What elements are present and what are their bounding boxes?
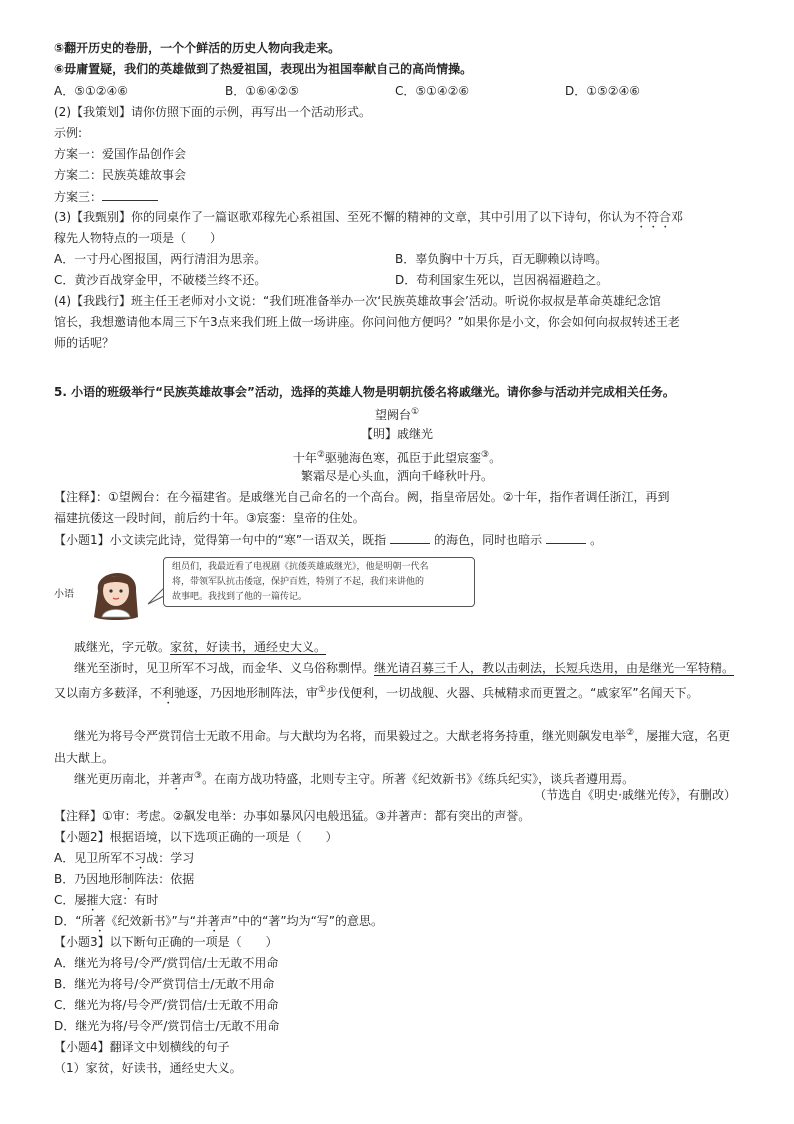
passage-paragraph-4: 继光更历南北，并著声③。在南方战功特盛，北则专主守。所著《纪效新书》《练兵纪实》，谈兵者遵用焉。 [74, 771, 635, 786]
sub4-item-1: （1）家贫，好读书，通经史大义。 [54, 1061, 242, 1075]
sub3-option-c: C．继光为将/号令严/赏罚信/士无敢不用命 [54, 998, 279, 1012]
sub-question-3: 【小题3】以下断句正确的一项是（ ） [54, 935, 278, 949]
passage-paragraph-1: 戚继光，字元敬。家贫，好读书，通经史大义。 [74, 640, 327, 654]
sentence-5: ⑤翻开历史的卷册，一个个鲜活的历史人物向我走来。 [54, 41, 341, 55]
girl-avatar-icon [84, 561, 148, 625]
poem-note-line2: 福建抗倭这一段时间，前后约十年。③宸銮：皇帝的住处。 [54, 511, 365, 525]
sub3-option-b: B．继光为将号/令严赏罚信士/无敢不用命 [54, 977, 275, 991]
sub-question-4: 【小题4】翻译文中划横线的句子 [54, 1040, 230, 1054]
q3-option-b: B．辜负胸中十万兵，百无聊赖以诗鸣。 [395, 252, 608, 266]
option-b: B．①⑥④②⑤ [225, 84, 300, 98]
example-label: 示例: [54, 126, 83, 140]
plan-1: 方案一：爱国作品创作会 [54, 147, 187, 161]
bubble-line-3: 故事吧。我找到了他的一篇传记。 [172, 592, 308, 602]
blank-2[interactable] [546, 531, 586, 544]
sub2-option-c: C．屡摧大寇：有时 [54, 893, 159, 907]
sub3-option-d: D．继光为将/号令严/赏罚信士/无敢不用命 [54, 1019, 280, 1033]
question-3-line2: 稼先人物特点的一项是（ ） [54, 231, 223, 245]
bubble-line-2: 将，带领军队抗击倭寇，保护百姓，特别了不起，我们来讲他的 [172, 577, 425, 587]
option-a: A．⑤①②④⑥ [54, 84, 128, 98]
plan-3-blank[interactable] [102, 188, 158, 201]
question-3-line1: (3)【我甄别】你的同桌作了一篇讴歌邓稼先心系祖国、至死不懈的精神的文章，其中引用了以下诗句，你认为不符合邓 [54, 210, 684, 224]
question-4-line2: 馆长，我想邀请他本周三下午3点来我们班上做一场讲座。你问问他方便吗？”如果你是小文，你会如何向叔叔转述王老 [54, 315, 680, 329]
passage-paragraph-3: 继光为将号令严赏罚信士无敢不用命。与大猷均为名将，而果毅过之。大猷老将务持重，继光则飙发电举②，屡摧大寇，名更出大猷上。 [54, 728, 731, 765]
option-d: D．①⑤②④⑥ [565, 84, 641, 98]
passage-notes: 【注释】①审：考虑。②飙发电举：办事如暴风闪电般迅猛。③并著声：都有突出的声誉。 [54, 809, 531, 823]
sub2-option-b: B．乃因地形制阵法：依据 [54, 872, 195, 886]
speech-bubble [163, 557, 475, 607]
q3-option-c: C．黄沙百战穿金甲，不破楼兰终不还。 [54, 273, 267, 287]
question-4-line1: (4)【我践行】班主任王老师对小文说：“我们班准备举办一次‘民族英雄故事会’活动。听说你叔叔是革命英雄纪念馆 [54, 294, 661, 308]
poem-title: 望阙台① [374, 407, 420, 422]
plan-2: 方案二：民族英雄故事会 [54, 168, 187, 182]
q3-option-a: A．一寸丹心图报国，两行清泪为思亲。 [54, 252, 267, 266]
sub-question-2: 【小题2】根据语境，以下选项正确的一项是（ ） [54, 830, 338, 844]
question-2: (2)【我策划】请你仿照下面的示例，再写出一个活动形式。 [54, 105, 372, 119]
poem-line-1: 十年②驱驰海色寒，孤臣于此望宸銮③。 [292, 450, 502, 465]
blank-1[interactable] [390, 531, 430, 544]
poem-note-line1: 【注释】：①望阙台：在今福建省。是戚继光自己命名的一个高台。阙，指皇帝居处。②十年，指作者调任浙江，再到 [54, 490, 670, 504]
plan-3: 方案三： [54, 188, 158, 206]
sub3-option-a: A．继光为将号/令严/赏罚信/士无敢不用命 [54, 956, 279, 970]
sub-question-1: 【小题1】小文读完此诗，觉得第一句中的“寒”一语双关，既指 的海色，同时也暗示 。 [54, 533, 603, 547]
option-c: C．⑤①④②⑥ [395, 84, 470, 98]
poem-line-2: 繁霜尽是心头血，洒向千峰秋叶丹。 [300, 469, 493, 483]
question-5-title: 5. 小语的班级举行“民族英雄故事会”活动，选择的英雄人物是明朝抗倭名将戚继光。请你参与活动并完成相关任务。 [54, 385, 675, 399]
passage-paragraph-2: 继光至浙时，见卫所军不习战，而金华、义乌俗称剽悍。继光请召募三千人，教以击刺法，长短兵迭用，由是继光一军特精。又以南方多薮泽，不利驰逐，乃因地形制阵法，审①步伐便利，一切战舰、火器、兵械精求而更置之。“戚家军”名闻天下。 [54, 661, 735, 700]
sentence-6: ⑥毋庸置疑，我们的英雄做到了热爱祖国，表现出为祖国奉献自己的高尚情操。 [54, 62, 473, 76]
sub2-option-d: D．“所著《纪效新书》”与“并著声”中的“著”均为“写”的意思。 [54, 914, 384, 928]
passage-source: （节选自《明史·戚继光传》，有删改） [534, 788, 736, 802]
q3-option-d: D．苟利国家生死以，岂因祸福避趋之。 [395, 273, 609, 287]
speaker-label: 小语 [54, 589, 74, 600]
sub2-option-a: A．见卫所军不习战：学习 [54, 851, 195, 865]
question-4-line3: 师的话呢？ [54, 336, 115, 350]
poem-author: 【明】戚继光 [360, 427, 433, 441]
bubble-line-1: 组员们，我最近看了电视剧《抗倭英雄戚继光》，他是明朝一代名 [172, 562, 429, 572]
